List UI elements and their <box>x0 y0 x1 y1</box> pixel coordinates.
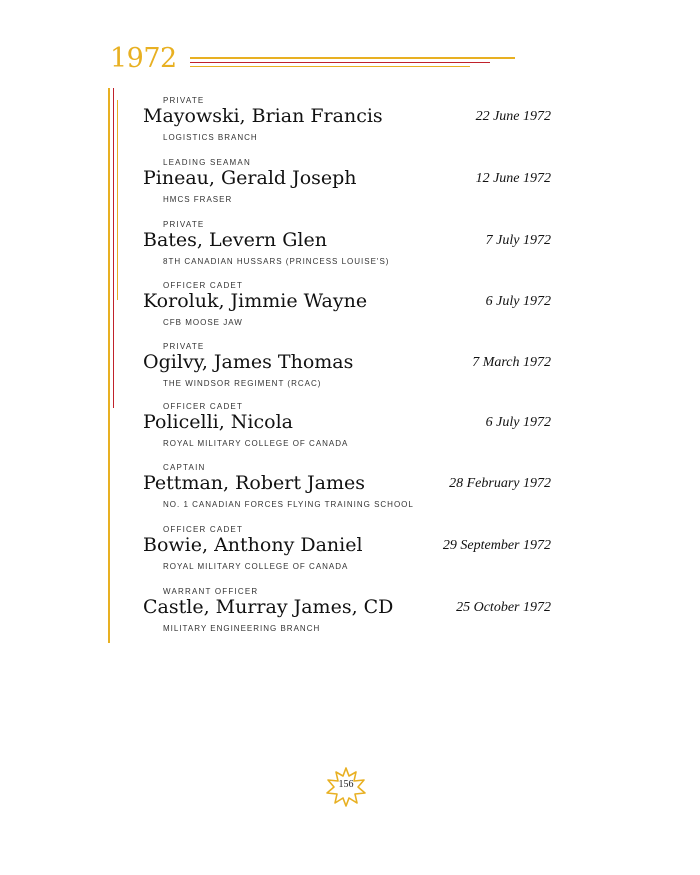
entry-name: Mayowski, Brian Francis <box>143 105 383 127</box>
entry-date: 7 March 1972 <box>472 355 551 370</box>
entry-rank: PRIVATE <box>163 96 205 105</box>
entry-unit: HMCS FRASER <box>163 195 233 204</box>
memorial-entry <box>143 220 563 282</box>
entry-rank: OFFICER CADET <box>163 402 244 411</box>
entry-rank: PRIVATE <box>163 342 205 351</box>
entry-name: Ogilvy, James Thomas <box>143 351 354 373</box>
entry-unit: CFB MOOSE JAW <box>163 318 243 327</box>
entry-date: 6 July 1972 <box>485 415 551 430</box>
entry-unit: 8TH CANADIAN HUSSARS (PRINCESS LOUISE'S) <box>163 257 390 266</box>
year-heading: 1972 <box>110 43 177 74</box>
entry-unit: ROYAL MILITARY COLLEGE OF CANADA <box>163 562 349 571</box>
page-number: 156 <box>338 779 354 790</box>
entry-unit: NO. 1 CANADIAN FORCES FLYING TRAINING SCHOOL <box>163 500 414 509</box>
entry-name: Pineau, Gerald Joseph <box>143 167 357 189</box>
entry-name: Pettman, Robert James <box>143 472 365 494</box>
entry-rank: OFFICER CADET <box>163 525 244 534</box>
entry-date: 29 September 1972 <box>442 538 551 553</box>
entry-unit: THE WINDSOR REGIMENT (RCAC) <box>163 379 322 388</box>
memorial-entry <box>143 158 563 220</box>
memorial-entry <box>143 587 563 649</box>
entry-rank: CAPTAIN <box>163 463 206 472</box>
memorial-entry <box>143 281 563 343</box>
top-rule-red <box>190 62 490 63</box>
entry-name: Bowie, Anthony Daniel <box>143 534 363 556</box>
entry-name: Koroluk, Jimmie Wayne <box>143 290 368 312</box>
entry-name: Castle, Murray James, CD <box>143 596 394 618</box>
left-rule-gold-2 <box>117 100 118 300</box>
entry-date: 7 July 1972 <box>485 233 551 248</box>
entry-date: 12 June 1972 <box>475 171 551 186</box>
left-rule-red <box>113 88 114 408</box>
top-rule-gold <box>190 57 515 59</box>
entry-date: 22 June 1972 <box>475 109 551 124</box>
memorial-entry <box>143 525 563 587</box>
entry-name: Bates, Levern Glen <box>143 229 327 251</box>
memorial-entry <box>143 402 563 464</box>
entry-date: 25 October 1972 <box>456 600 551 615</box>
memorial-entry <box>143 463 563 525</box>
left-rule-gold <box>108 88 110 643</box>
memorial-entry <box>143 342 563 404</box>
entry-rank: PRIVATE <box>163 220 205 229</box>
entry-unit: MILITARY ENGINEERING BRANCH <box>163 624 321 633</box>
entry-rank: OFFICER CADET <box>163 281 244 290</box>
entry-rank: WARRANT OFFICER <box>163 587 259 596</box>
top-rule-gold-2 <box>190 66 470 67</box>
entry-rank: LEADING SEAMAN <box>163 158 251 167</box>
entry-unit: ROYAL MILITARY COLLEGE OF CANADA <box>163 439 349 448</box>
memorial-entry <box>143 96 563 158</box>
entry-name: Policelli, Nicola <box>143 411 293 433</box>
entry-date: 28 February 1972 <box>449 476 551 491</box>
entry-date: 6 July 1972 <box>485 294 551 309</box>
entry-unit: LOGISTICS BRANCH <box>163 133 258 142</box>
